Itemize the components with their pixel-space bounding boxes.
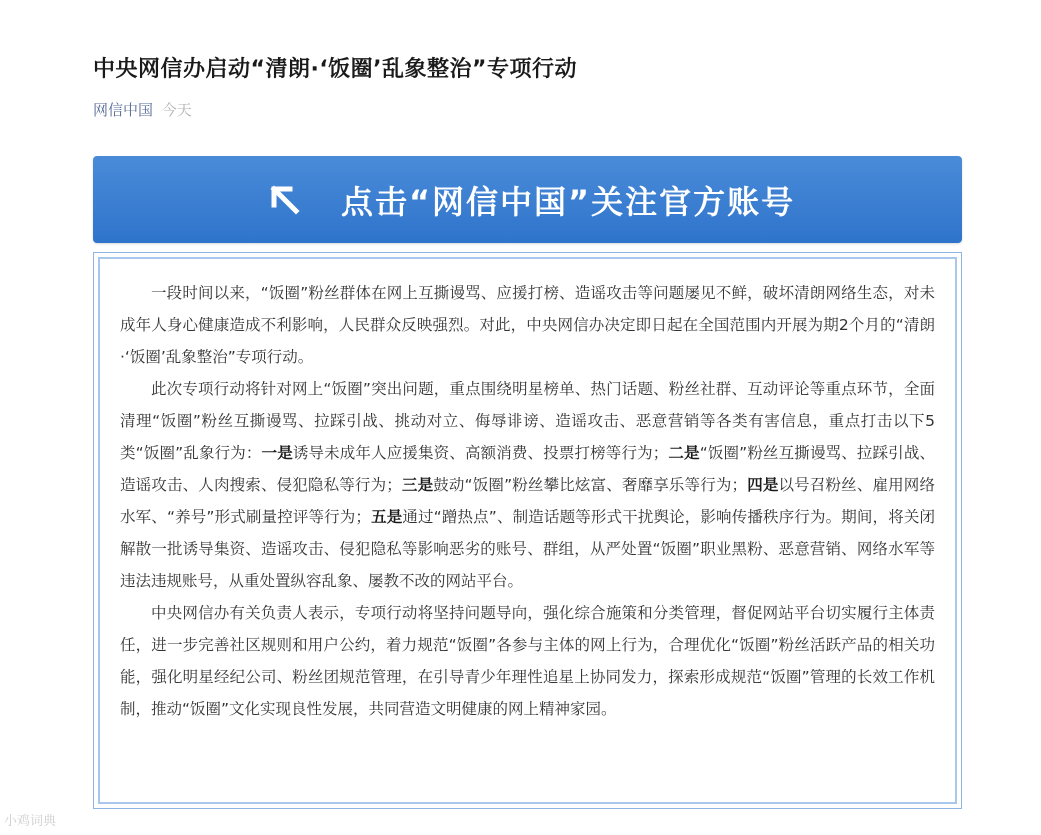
article-meta bbox=[93, 99, 192, 120]
publish-date: 今天 bbox=[161, 101, 192, 119]
paragraph-2-item-2: “饭圈”粉丝互撕谩骂、拉踩引战、造谣攻击、人肉搜索、侵犯隐私等行为； bbox=[120, 444, 935, 494]
keyword-second: 二是 bbox=[668, 444, 700, 462]
keyword-fifth: 五是 bbox=[370, 508, 403, 526]
article-content-box bbox=[93, 252, 962, 809]
paragraph-2-item-1: 诱导未成年人应援集资、高额消费、投票打榜等行为； bbox=[292, 444, 669, 462]
paragraph-3: 中央网信办有关负责人表示，专项行动将坚持问题导向，强化综合施策和分类管理，督促网站平台切实履行主体责任，进一步完善社区规则和用户公约，着力规范“饭圈”各参与主体的网上行为，合理优化“饭圈”粉丝活跃产品的相关功能，强化明星经纪公司、粉丝团规范管理，在引导青少年理性追星上协同发力，探索形成规范“饭圈”管理的长效工作机制，推动“饭圈”文化实现良性发展，共同营造文明健康的网上精神家园。 bbox=[120, 604, 935, 718]
paragraph-2-intro: 此次专项行动将针对网上“饭圈”突出问题，重点围绕明星榜单、热门话题、粉丝社群、互动评论等重点环节，全面清理“饭圈”粉丝互撕谩骂、拉踩引战、挑动对立、侮辱诽谤、造谣攻击、恶意营销等各类有害信息，重点打击以下5类“饭圈”乱象行为： bbox=[120, 380, 935, 462]
paragraph-2 bbox=[120, 373, 935, 597]
article-title: 中央网信办启动“清朗·‘饭圈’乱象整治”专项行动 bbox=[93, 57, 577, 82]
article-content-inner bbox=[98, 257, 957, 804]
paragraph-2-item-5: 通过“蹭热点”、制造话题等形式干扰舆论，影响传播秩序行为。期间，将关闭解散一批诱导集资、造谣攻击、侵犯隐私等影响恶劣的账号、群组，从严处置“饭圈”职业黑粉、恶意营销、网络水军等违法违规账号，从重处置纵容乱象、屡教不改的网站平台。 bbox=[120, 508, 935, 590]
banner-text: 点击“网信中国”关注官方账号 bbox=[341, 182, 796, 221]
keyword-third: 三是 bbox=[401, 476, 434, 494]
keyword-first: 一是 bbox=[261, 444, 293, 462]
keyword-fourth: 四是 bbox=[747, 476, 779, 494]
account-name-link[interactable]: 网信中国 bbox=[93, 101, 154, 119]
watermark: 小鸡词典 bbox=[4, 814, 57, 829]
paragraph-1: 一段时间以来，“饭圈”粉丝群体在网上互撕谩骂、应援打榜、造谣攻击等问题屡见不鲜，破坏清朗网络生态，对未成年人身心健康造成不利影响，人民群众反映强烈。对此，中央网信办决定即日起在全国范围内开展为期2个月的“清朗·‘饭圈’乱象整治”专项行动。 bbox=[120, 284, 935, 366]
arrow-up-left-icon bbox=[265, 180, 305, 220]
paragraph-2-item-3: 鼓动“饭圈”粉丝攀比炫富、奢靡享乐等行为； bbox=[433, 476, 748, 494]
follow-account-banner[interactable] bbox=[93, 156, 962, 243]
paragraph-2-item-4: 以号召粉丝、雇用网络水军、“养号”形式刷量控评等行为； bbox=[120, 476, 935, 526]
